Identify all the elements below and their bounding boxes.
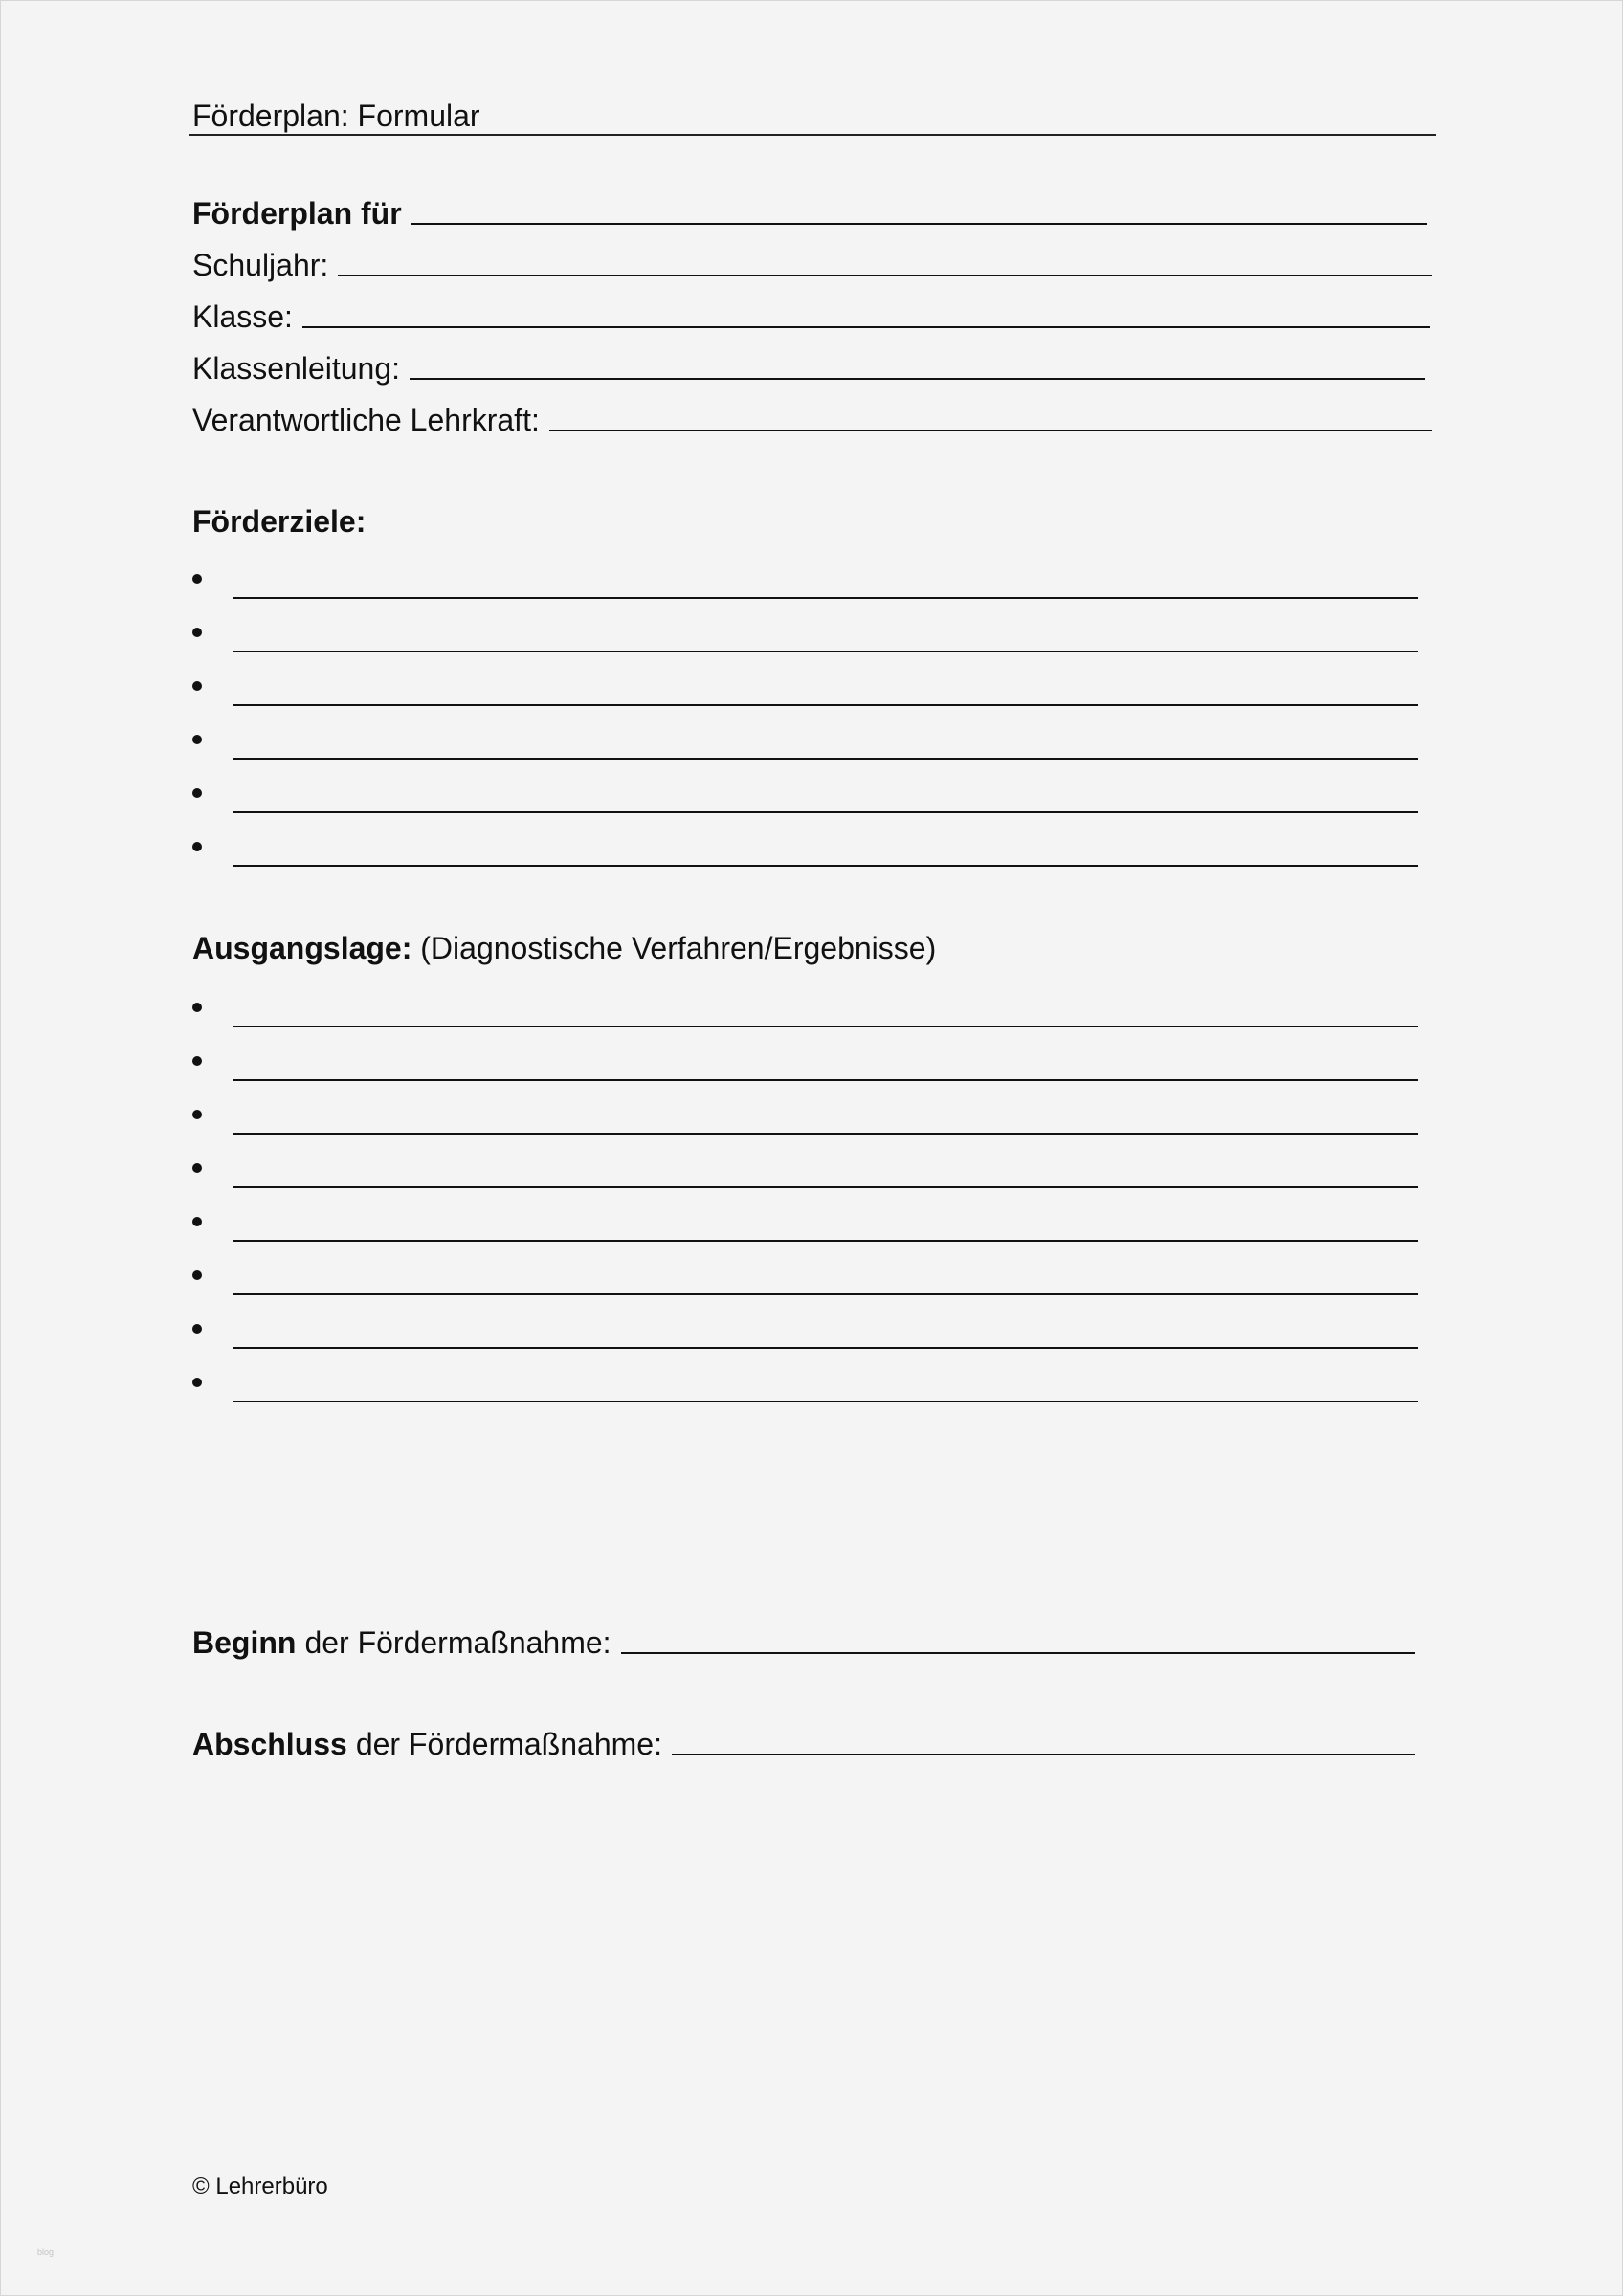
input-line — [233, 1401, 1418, 1402]
klasse-input-line[interactable] — [302, 326, 1430, 328]
input-line — [233, 1347, 1418, 1349]
copyright-footer: © Lehrerbüro — [192, 2174, 328, 2199]
ausgangslage-item[interactable] — [192, 1260, 1418, 1302]
field-foerderplan-fuer — [192, 190, 1427, 232]
header-rule — [189, 134, 1436, 136]
input-line — [233, 651, 1418, 652]
bullet-icon — [192, 628, 202, 637]
ausgangslage-title: Ausgangslage: — [192, 931, 412, 965]
field-klassenleitung — [192, 345, 1425, 387]
input-line — [233, 1079, 1418, 1081]
foerderziel-item[interactable] — [192, 778, 1418, 820]
abschluss-input-line[interactable] — [672, 1754, 1415, 1755]
abschluss-label-rest: der Fördermaßnahme: — [355, 1727, 662, 1761]
ausgangslage-heading — [192, 929, 936, 967]
input-line — [233, 811, 1418, 813]
field-beginn — [192, 1620, 1415, 1662]
foerderziel-item[interactable] — [192, 563, 1418, 606]
foerderziel-item[interactable] — [192, 671, 1418, 713]
input-line — [233, 597, 1418, 599]
foerderziel-item[interactable] — [192, 724, 1418, 766]
input-line — [233, 1026, 1418, 1027]
bullet-icon — [192, 681, 202, 691]
lehrkraft-input-line[interactable] — [549, 430, 1432, 431]
ausgangslage-item[interactable] — [192, 1314, 1418, 1356]
field-label-schuljahr: Schuljahr: — [192, 248, 329, 282]
input-line — [233, 704, 1418, 706]
beginn-label-rest: der Fördermaßnahme: — [304, 1625, 611, 1660]
bullet-icon — [192, 574, 202, 584]
bullet-icon — [192, 1324, 202, 1334]
foerderziele-heading: Förderziele: — [192, 504, 367, 539]
ausgangslage-item[interactable] — [192, 1153, 1418, 1195]
field-klasse — [192, 294, 1430, 336]
abschluss-label-bold: Abschluss — [192, 1727, 347, 1761]
input-line — [233, 1186, 1418, 1188]
input-line — [233, 1240, 1418, 1242]
field-label-klassenleitung: Klassenleitung: — [192, 351, 401, 386]
field-schuljahr — [192, 242, 1432, 284]
bullet-icon — [192, 1163, 202, 1173]
ausgangslage-subtitle: (Diagnostische Verfahren/Ergebnisse) — [420, 931, 937, 965]
bullet-icon — [192, 1270, 202, 1280]
bullet-icon — [192, 1217, 202, 1226]
klassenleitung-input-line[interactable] — [410, 378, 1425, 380]
bullet-icon — [192, 1056, 202, 1066]
input-line — [233, 1133, 1418, 1135]
field-label-lehrkraft: Verantwortliche Lehrkraft: — [192, 403, 540, 437]
ausgangslage-item[interactable] — [192, 1367, 1418, 1409]
ausgangslage-item[interactable] — [192, 1206, 1418, 1248]
field-label-foerderplan-fuer: Förderplan für — [192, 196, 402, 231]
input-line — [233, 758, 1418, 760]
ausgangslage-item[interactable] — [192, 1099, 1418, 1141]
field-abschluss — [192, 1721, 1415, 1763]
input-line — [233, 865, 1418, 867]
beginn-label-bold: Beginn — [192, 1625, 297, 1660]
bullet-icon — [192, 1003, 202, 1012]
foerderziel-item[interactable] — [192, 831, 1418, 873]
field-label-klasse: Klasse: — [192, 299, 293, 334]
bullet-icon — [192, 788, 202, 798]
bullet-icon — [192, 1378, 202, 1387]
page-title: Förderplan: Formular — [192, 99, 480, 133]
foerderziel-item[interactable] — [192, 617, 1418, 659]
bullet-icon — [192, 735, 202, 744]
ausgangslage-item[interactable] — [192, 1046, 1418, 1088]
beginn-input-line[interactable] — [621, 1652, 1415, 1654]
watermark-text: blog — [37, 2247, 55, 2257]
input-line — [233, 1293, 1418, 1295]
ausgangslage-item[interactable] — [192, 992, 1418, 1034]
schuljahr-input-line[interactable] — [338, 275, 1432, 276]
field-lehrkraft — [192, 397, 1432, 439]
bullet-icon — [192, 1110, 202, 1119]
foerderplan-fuer-input-line[interactable] — [411, 223, 1427, 225]
bullet-icon — [192, 842, 202, 851]
